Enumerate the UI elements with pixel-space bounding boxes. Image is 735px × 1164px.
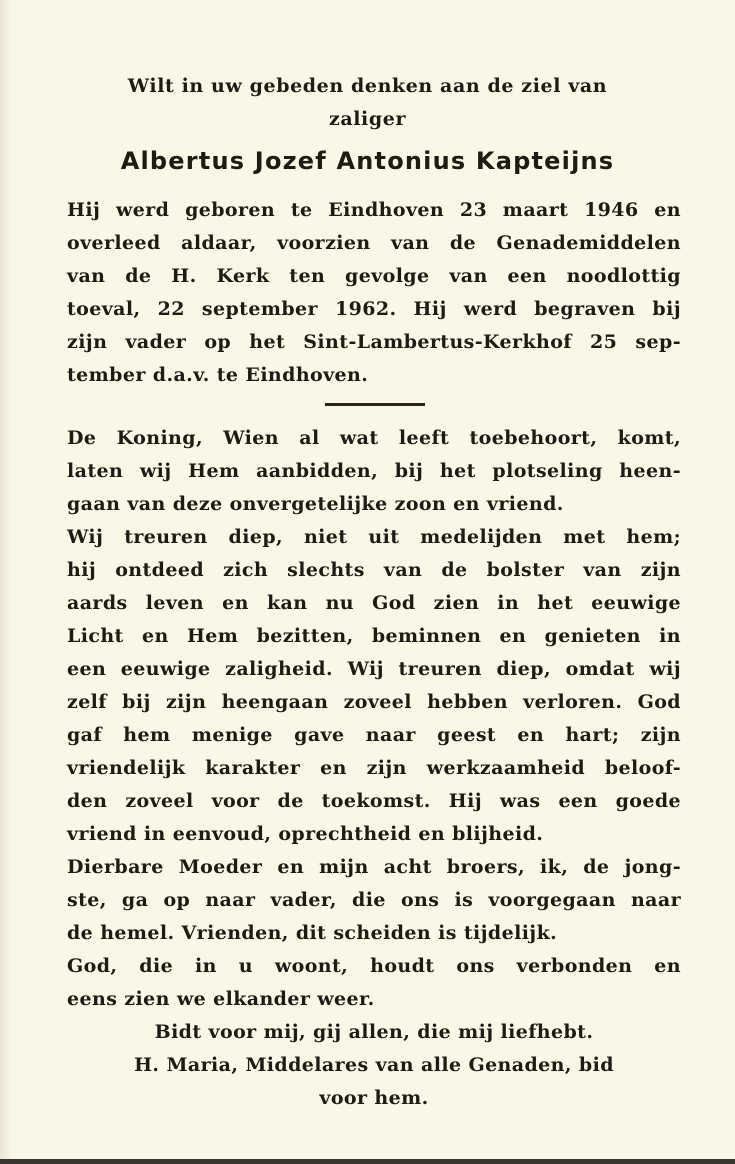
body-line: den zoveel voor de toekomst. Hij was een goede (67, 790, 681, 812)
section-divider (325, 403, 425, 406)
body-line: aards leven en kan nu God zien in het eeuwige (67, 592, 681, 614)
prayer-line: voor hem. (319, 1087, 429, 1109)
body-line: Dierbare Moeder en mijn acht broers, ik, de jong- (67, 856, 681, 878)
bio-line: Hij werd geboren te Eindhoven 23 maart 1946 en (67, 199, 681, 221)
body-line: ste, ga op naar vader, die ons is voorgegaan naar (67, 889, 681, 911)
body-line: Licht en Hem bezitten, beminnen en genieten in (67, 625, 681, 647)
bio-line: tember d.a.v. te Eindhoven. (67, 364, 369, 386)
body-line: De Koning, Wien al wat leeft toebehoort, komt, (67, 427, 681, 449)
body-line: Wij treuren diep, niet uit medelijden met hem; (67, 526, 681, 548)
meditation-text (67, 422, 681, 1115)
body-line: zelf bij zijn heengaan zoveel hebben verloren. God (67, 691, 681, 713)
body-line: laten wij Hem aanbidden, bij het plotseling heen- (67, 460, 681, 482)
biography-paragraph (67, 194, 681, 392)
body-line: de hemel. Vrienden, dit scheiden is tijdelijk. (67, 922, 558, 944)
body-line: een eeuwige zaligheid. Wij treuren diep, omdat wij (67, 658, 681, 680)
intro-text (40, 70, 695, 136)
bio-line: overleed aldaar, voorzien van de Genademiddelen (67, 232, 681, 254)
intro-line: zaliger (328, 108, 407, 130)
prayer-line: H. Maria, Middelares van alle Genaden, bid (134, 1054, 614, 1076)
body-line: gaf hem menige gave naar geest en hart; zijn (67, 724, 681, 746)
body-line: gaan van deze onvergetelijke zoon en vriend. (67, 493, 564, 515)
body-line: eens zien we elkander weer. (67, 988, 375, 1010)
bio-line: zijn vader op het Sint-Lambertus-Kerkhof 25 sep- (67, 331, 681, 353)
card-bottom-edge (0, 1159, 735, 1164)
prayer-line: Bidt voor mij, gij allen, die mij liefhebt. (154, 1021, 594, 1043)
bio-line: van de H. Kerk ten gevolge van een noodlottig (67, 265, 681, 287)
body-line: vriendelijk karakter en zijn werkzaamheid beloof- (67, 757, 681, 779)
body-line: hij ontdeed zich slechts van de bolster van zijn (67, 559, 681, 581)
body-line: God, die in u woont, houdt ons verbonden en (67, 955, 681, 977)
body-line: vriend in eenvoud, oprechtheid en blijheid. (67, 823, 544, 845)
card-left-edge-shadow (0, 0, 12, 1164)
bio-line: toeval, 22 september 1962. Hij werd begraven bij (67, 298, 681, 320)
deceased-name: Albertus Jozef Antonius Kapteijns (120, 147, 615, 175)
intro-line: Wilt in uw gebeden denken aan de ziel van (127, 75, 608, 97)
